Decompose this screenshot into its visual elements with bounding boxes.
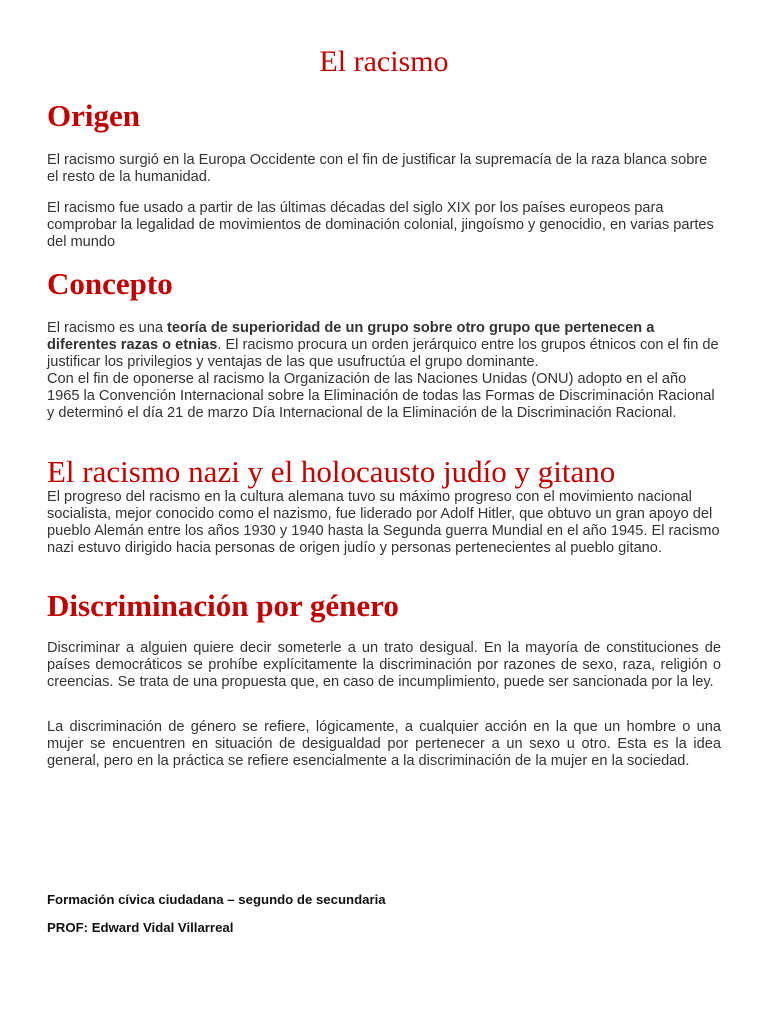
origen-paragraph-2: El racismo fue usado a partir de las últimas décadas del siglo XIX por los países europeos para comprobar la legalidad de movimientos de dominación colonial, jingoísmo y genocidio, en varias partes del mundo xyxy=(47,200,714,250)
document-title: El racismo xyxy=(319,45,449,78)
concepto-text-intro: El racismo es una xyxy=(47,320,168,336)
origen-paragraph-1: El racismo surgió en la Europa Occidente con el fin de justificar la supremacía de la raza blanca sobre el resto de la humanidad. xyxy=(47,152,708,185)
footer-teacher: PROF: Edward Vidal Villarreal xyxy=(47,920,234,935)
concepto-text-rest: . El racismo procura un orden jerárquico entre los grupos étnicos con el fin de justificar los privilegios y ventajas de las que usufructúa el grupo dominante. xyxy=(47,337,719,370)
concepto-paragraph-1 xyxy=(47,320,721,422)
concepto-definition-bold: teoría de superioridad de un grupo sobre otro grupo que pertenecen a diferentes razas o etnias xyxy=(47,320,655,353)
concepto-paragraph-onu: Con el fin de oponerse al racismo la Organización de las Naciones Unidas (ONU) adopto en el año 1965 la Convención Internacional sobre la Eliminación de todas las Formas de Discriminación Racional y determinó el día 21 de marzo Día Internacional de la Eliminación de la Discriminación Racional. xyxy=(47,371,715,421)
heading-racismo-nazi: El racismo nazi y el holocausto judío y gitano xyxy=(47,454,616,489)
genero-paragraph-1: Discriminar a alguien quiere decir someterle a un trato desigual. En la mayoría de constituciones de países democráticos se prohíbe explícitamente la discriminación por razones de sexo, raza, religión o creencias. Se trata de una propuesta que, en caso de incumplimiento, puede ser sancionada por la ley. xyxy=(47,640,721,690)
heading-discriminacion-genero: Discriminación por género xyxy=(47,588,399,623)
nazi-paragraph: El progreso del racismo en la cultura alemana tuvo su máximo progreso con el movimiento nacional socialista, mejor conocido como el nazismo, fue liderado por Adolf Hitler, que obtuvo un gran apoyo del pueblo Alemán entre los años 1930 y 1940 hasta la Segunda guerra Mundial en el año 1945. El racismo nazi estuvo dirigido hacia personas de origen judío y personas pertenecientes al pueblo gitano. xyxy=(47,489,720,556)
genero-paragraph-2: La discriminación de género se refiere, lógicamente, a cualquier acción en la que un hombre o una mujer se encuentren en situación de desigualdad por pertenecer a un sexo u otro. Esta es la idea general, pero en la práctica se refiere esencialmente a la discriminación de la mujer en la sociedad. xyxy=(47,719,721,769)
heading-origen: Origen xyxy=(47,98,140,133)
heading-concepto: Concepto xyxy=(47,266,173,301)
footer-course: Formación cívica ciudadana – segundo de secundaria xyxy=(47,892,386,907)
